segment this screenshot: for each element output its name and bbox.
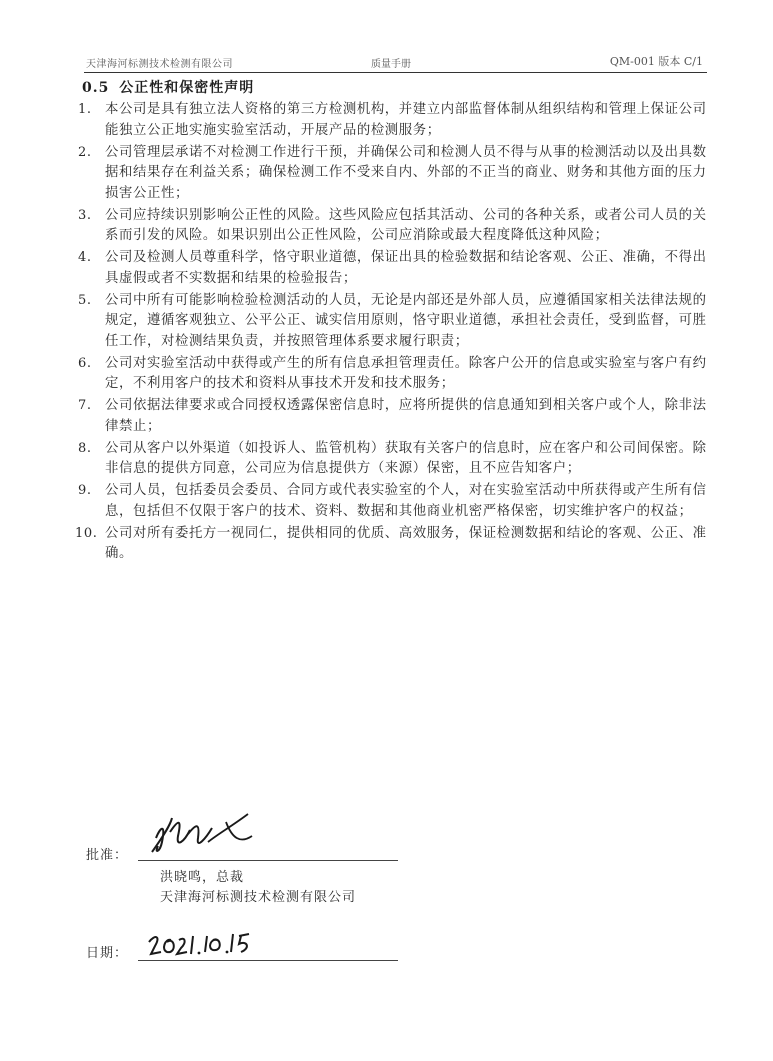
clause-item [78, 291, 714, 353]
clause-number: 10. [75, 525, 98, 541]
clause-number: 1. [78, 102, 92, 117]
clause-number: 9. [78, 483, 92, 498]
header-manual-title: 质量手册 [371, 59, 411, 70]
date-signature-line [138, 960, 398, 961]
date-label: 日期： [86, 946, 129, 961]
clause-item [78, 206, 714, 247]
clause-text: 公司应持续识别影响公正性的风险。这些风险应包括其活动、公司的各种关系，或者公司人员的关系而引发的风险。如果识别出公正性风险，公司应消除或最大程度降低这种风险； [105, 207, 707, 243]
clause-text: 本公司是具有独立法人资格的第三方检测机构，并建立内部监督体制从组织结构和管理上保证公司能独立公正地实施实验室活动，开展产品的检测服务； [105, 102, 707, 138]
clause-text: 公司人员，包括委员会委员、合同方或代表实验室的个人，对在实验室活动中所获得或产生所有信息，包括但不仅限于客户的技术、资料、数据和其他商业机密严格保密，切实维护客户的权益； [105, 483, 707, 519]
section-title-text: 公正性和保密性声明 [119, 80, 255, 96]
clause-number: 7. [78, 398, 92, 413]
clause-text: 公司依据法律要求或合同授权透露保密信息时，应将所提供的信息通知到相关客户或个人，除非法律禁止； [105, 398, 707, 434]
clause-text: 公司从客户以外渠道（如投诉人、监管机构）获取有关客户的信息时，应在客户和公司间保密。除非信息的提供方同意，公司应为信息提供方（来源）保密，且不应告知客户； [105, 440, 707, 476]
clause-text: 公司对实验室活动中获得或产生的所有信息承担管理责任。除客户公开的信息或实验室与客户有约定，不利用客户的技术和资料从事技术开发和技术服务； [105, 355, 707, 391]
section-title [82, 77, 254, 97]
section-number: 0.5 [82, 80, 110, 96]
clause-number: 6. [78, 355, 92, 371]
clause-text: 公司中所有可能影响检验检测活动的人员，无论是内部还是外部人员，应遵循国家相关法律法规的规定，遵循客观独立、公平公正、诚实信用原则，恪守职业道德，承担社会责任，受到监督，可胜任工作，对检测结果负责，并按照管理体系要求履行职责； [105, 292, 707, 349]
clause-number: 8. [78, 440, 92, 456]
approver-signature [148, 808, 258, 860]
approval-label: 批准： [86, 848, 129, 863]
clause-item [78, 396, 714, 437]
header-divider [84, 72, 707, 73]
clause-number: 3. [78, 207, 92, 223]
clause-text: 公司管理层承诺不对检测工作进行干预，并确保公司和检测人员不得与从事的检测活动以及出具数据和结果存在利益关系；确保检测工作不受来自内、外部的不正当的商业、财务和其他方面的压力损害公正性； [105, 144, 707, 201]
clause-text: 公司对所有委托方一视同仁，提供相同的优质、高效服务，保证检测数据和结论的客观、公正、准确。 [105, 525, 707, 561]
clause-text: 公司及检测人员尊重科学，恪守职业道德，保证出具的检验数据和结论客观、公正、准确，不得出具虚假或者不实数据和结果的检验报告； [105, 250, 707, 286]
clause-item [78, 143, 714, 205]
clause-number: 5. [78, 292, 92, 308]
clause-item [78, 100, 714, 141]
clause-item [78, 439, 714, 480]
clause-number: 4. [78, 250, 92, 265]
header-company: 天津海河标测技术检测有限公司 [86, 59, 233, 70]
clause-item [78, 481, 714, 522]
header-doc-code: QM-001 版本 C/1 [609, 55, 703, 68]
approver-company: 天津海河标测技术检测有限公司 [160, 890, 357, 905]
approver-name: 洪晓鸣，总裁 [160, 870, 245, 885]
clause-item [75, 524, 714, 565]
clause-number: 2. [78, 144, 92, 160]
clause-item [78, 354, 714, 395]
clause-list [75, 100, 714, 566]
handwritten-date [145, 930, 255, 960]
page-header [86, 53, 703, 71]
clause-item [78, 248, 714, 289]
approval-signature-line [138, 860, 398, 861]
